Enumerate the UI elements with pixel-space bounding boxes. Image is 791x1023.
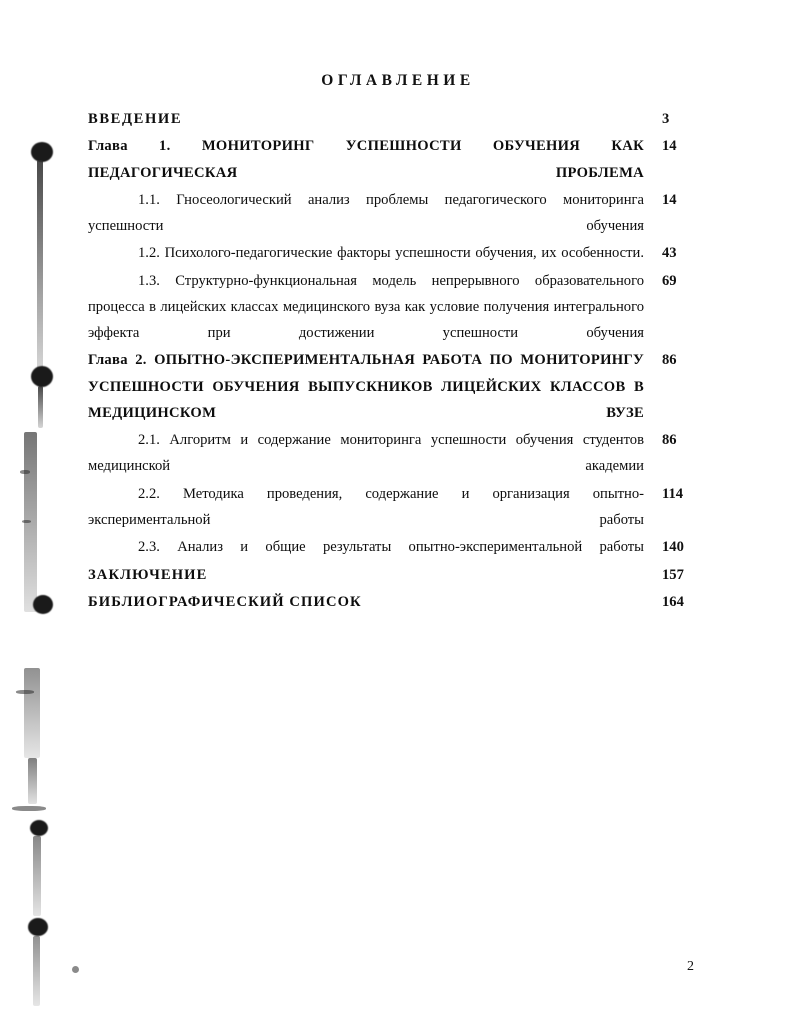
toc-entry[interactable] bbox=[88, 589, 708, 615]
toc-entry-title: 2.2. Методика проведения, содержание и организация опытно-экспериментальной работы bbox=[88, 485, 644, 528]
toc-entry-page: 157 bbox=[662, 566, 684, 583]
toc-entry-page: 140 bbox=[662, 539, 684, 556]
toc-entry-title: ЗАКЛЮЧЕНИЕ bbox=[88, 566, 208, 583]
toc-entry[interactable] bbox=[88, 427, 708, 480]
toc-entry[interactable] bbox=[88, 133, 708, 186]
scan-artifacts bbox=[0, 0, 80, 1023]
toc-entry-title: 1.1. Гносеологический анализ проблемы педагогического мониторинга успешности обучения bbox=[88, 191, 644, 235]
toc-entry-title: Глава 2. ОПЫТНО-ЭКСПЕРИМЕНТАЛЬНАЯ РАБОТА ПО МОНИТОРИНГУ УСПЕШНОСТИ ОБУЧЕНИЯ ВЫПУСКНИКОВ ЛИЦЕЙСКИХ КЛАССОВ В МЕДИЦИНСКОМ ВУЗЕ bbox=[88, 352, 644, 421]
table-of-contents bbox=[88, 106, 708, 615]
toc-entry[interactable] bbox=[88, 562, 708, 588]
toc-entry-page: 114 bbox=[662, 485, 684, 502]
toc-entry-page: 14 bbox=[662, 138, 677, 155]
page-title: ОГЛАВЛЕНИЕ bbox=[321, 72, 475, 89]
toc-entry-page: 14 bbox=[662, 191, 677, 208]
toc-entry-title: БИБЛИОГРАФИЧЕСКИЙ СПИСОК bbox=[88, 593, 362, 610]
toc-entry[interactable] bbox=[88, 534, 708, 560]
toc-entry-page: 86 bbox=[662, 432, 677, 449]
toc-entry-title: 2.3. Анализ и общие результаты опытно-экспериментальной работы bbox=[138, 539, 644, 556]
toc-entry-page: 43 bbox=[662, 245, 677, 262]
toc-entry[interactable] bbox=[88, 240, 708, 266]
toc-entry-title: 2.1. Алгоритм и содержание мониторинга успешности обучения студентов медицинской академии bbox=[88, 432, 644, 475]
toc-entry[interactable] bbox=[88, 347, 708, 426]
toc-entry-page: 3 bbox=[662, 111, 670, 127]
toc-entry-title: 1.3. Структурно-функциональная модель непрерывного образовательного процесса в лицейских классах медицинского вуза как условие получения интегрального эффекта при достижении успешности обучения bbox=[88, 272, 644, 342]
page-body bbox=[88, 0, 708, 1023]
toc-entry-title: Глава 1. МОНИТОРИНГ УСПЕШНОСТИ ОБУЧЕНИЯ КАК ПЕДАГОГИЧЕСКАЯ ПРОБЛЕМА bbox=[88, 138, 644, 181]
toc-entry-title: ВВЕДЕНИЕ bbox=[88, 111, 183, 127]
toc-entry[interactable] bbox=[88, 106, 708, 132]
toc-entry-page: 86 bbox=[662, 352, 677, 369]
page-folio: 2 bbox=[687, 959, 694, 974]
toc-entry[interactable] bbox=[88, 481, 708, 534]
toc-entry[interactable] bbox=[88, 187, 708, 240]
toc-entry[interactable] bbox=[88, 268, 708, 347]
toc-entry-title: 1.2. Психолого-педагогические факторы успешности обучения, их особенности. bbox=[138, 245, 644, 262]
toc-entry-page: 69 bbox=[662, 272, 677, 289]
toc-entry-page: 164 bbox=[662, 593, 684, 610]
